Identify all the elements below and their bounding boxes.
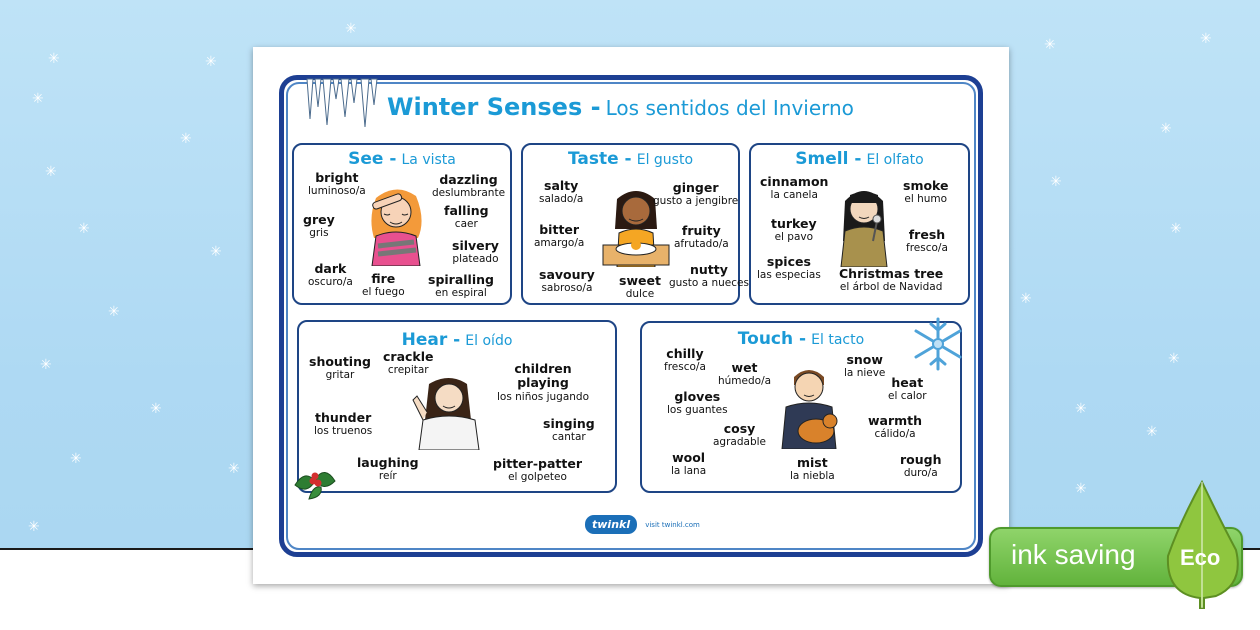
snowflake-icon: ✳ [1075, 481, 1087, 497]
twinkl-logo[interactable]: twinkl [585, 515, 637, 534]
eco-label: Eco [1180, 545, 1221, 570]
ink-saving-label: ink saving [1011, 539, 1136, 570]
snowflake-icon [909, 315, 967, 373]
word-turkey: turkey el pavo [771, 216, 817, 244]
word-bitter: bitter amargo/a [534, 222, 585, 250]
word-salty: salty salado/a [539, 178, 584, 206]
word-fresh: fresh fresco/a [906, 227, 948, 255]
box-see [292, 143, 512, 305]
snowflake-icon: ✳ [1200, 31, 1212, 47]
word-rough: rough duro/a [900, 452, 942, 480]
word-fruity: fruity afrutado/a [674, 223, 729, 251]
holly-icon [291, 461, 339, 501]
box-see-title: See - La vista [348, 149, 456, 169]
snowflake-icon: ✳ [28, 519, 40, 535]
box-smell-title: Smell - El olfato [795, 149, 924, 169]
snowflake-icon: ✳ [205, 54, 217, 70]
girl-smelling-illustration [833, 181, 895, 267]
word-heat: heat el calor [888, 375, 927, 403]
word-singing: singing cantar [543, 416, 595, 444]
word-warmth: warmth cálido/a [868, 413, 923, 441]
word-bright: bright luminoso/a [308, 170, 366, 198]
snowflake-icon: ✳ [48, 51, 60, 67]
twinkl-visit-link[interactable]: visit twinkl.com [645, 520, 700, 529]
snowflake-icon: ✳ [1044, 37, 1056, 53]
word-falling: falling caer [444, 203, 489, 231]
word-sweet: sweet dulce [619, 273, 661, 301]
word-spiralling: spiralling en espiral [428, 272, 494, 300]
word-gloves: gloves los guantes [667, 389, 728, 417]
page-title: Winter Senses - Los sentidos del Invierno [387, 93, 854, 121]
snowflake-icon: ✳ [45, 164, 57, 180]
twinkl-footer[interactable] [585, 514, 700, 536]
snowflake-icon: ✳ [32, 91, 44, 107]
word-dazzling: dazzling deslumbrante [432, 172, 506, 200]
snowflake-icon: ✳ [210, 244, 222, 260]
word-spices: spices las especias [757, 254, 821, 282]
icicles-icon [305, 77, 385, 132]
snowflake-icon: ✳ [228, 461, 240, 477]
word-wool: wool la lana [671, 450, 707, 478]
boy-holding-cat-illustration [776, 361, 842, 449]
word-fire: fire el fuego [362, 271, 405, 299]
snowflake-icon: ✳ [78, 221, 90, 237]
word-laughing: laughing reír [357, 455, 419, 483]
word-silvery: silvery plateado [452, 238, 499, 266]
word-cinnamon: cinnamon la canela [760, 174, 829, 202]
snowflake-icon: ✳ [1020, 291, 1032, 307]
snowflake-icon: ✳ [150, 401, 162, 417]
word-grey: grey gris [303, 212, 335, 240]
box-taste-title: Taste - El gusto [567, 149, 694, 169]
snowflake-icon: ✳ [1170, 221, 1182, 237]
snowflake-icon: ✳ [345, 21, 357, 37]
girl-listening-illustration [405, 372, 493, 450]
box-hear-title: Hear - El oído [401, 330, 513, 350]
box-touch-title: Touch - El tacto [737, 329, 865, 349]
snowflake-icon: ✳ [1050, 174, 1062, 190]
word-mist: mist la niebla [790, 455, 835, 483]
box-taste [521, 143, 749, 305]
word-nutty: nutty gusto a nueces [669, 262, 749, 290]
girl-shading-eyes-illustration [358, 180, 434, 266]
box-hear [297, 320, 617, 493]
word-shouting: shouting gritar [309, 354, 371, 382]
snowflake-icon: ✳ [70, 451, 82, 467]
box-smell [749, 143, 970, 305]
word-savoury: savoury sabroso/a [539, 267, 595, 295]
word-smoke: smoke el humo [903, 178, 949, 206]
word-cosy: cosy agradable [713, 421, 766, 449]
snowflake-icon: ✳ [1146, 424, 1158, 440]
word-dark: dark oscuro/a [308, 261, 353, 289]
word-ginger: ginger gusto a jengibre [653, 180, 739, 208]
word-mat-sheet [253, 47, 1009, 584]
snowflake-icon: ✳ [1160, 121, 1172, 137]
word-thunder: thunder los truenos [314, 410, 373, 438]
snowflake-icon: ✳ [1075, 401, 1087, 417]
snowflake-icon: ✳ [40, 357, 52, 373]
word-wet: wet húmedo/a [718, 360, 772, 388]
word-children-playing: children playing los niños jugando [496, 361, 590, 403]
word-christmas-tree: Christmas tree el árbol de Navidad [839, 266, 944, 294]
word-pitter-patter: pitter-patter el golpeteo [493, 456, 582, 484]
word-crackle: crackle crepitar [383, 349, 434, 377]
word-snow: snow la nieve [844, 352, 886, 380]
snowflake-icon: ✳ [1168, 351, 1180, 367]
snowflake-icon: ✳ [108, 304, 120, 320]
word-chilly: chilly fresco/a [664, 346, 706, 374]
snowflake-icon: ✳ [180, 131, 192, 147]
